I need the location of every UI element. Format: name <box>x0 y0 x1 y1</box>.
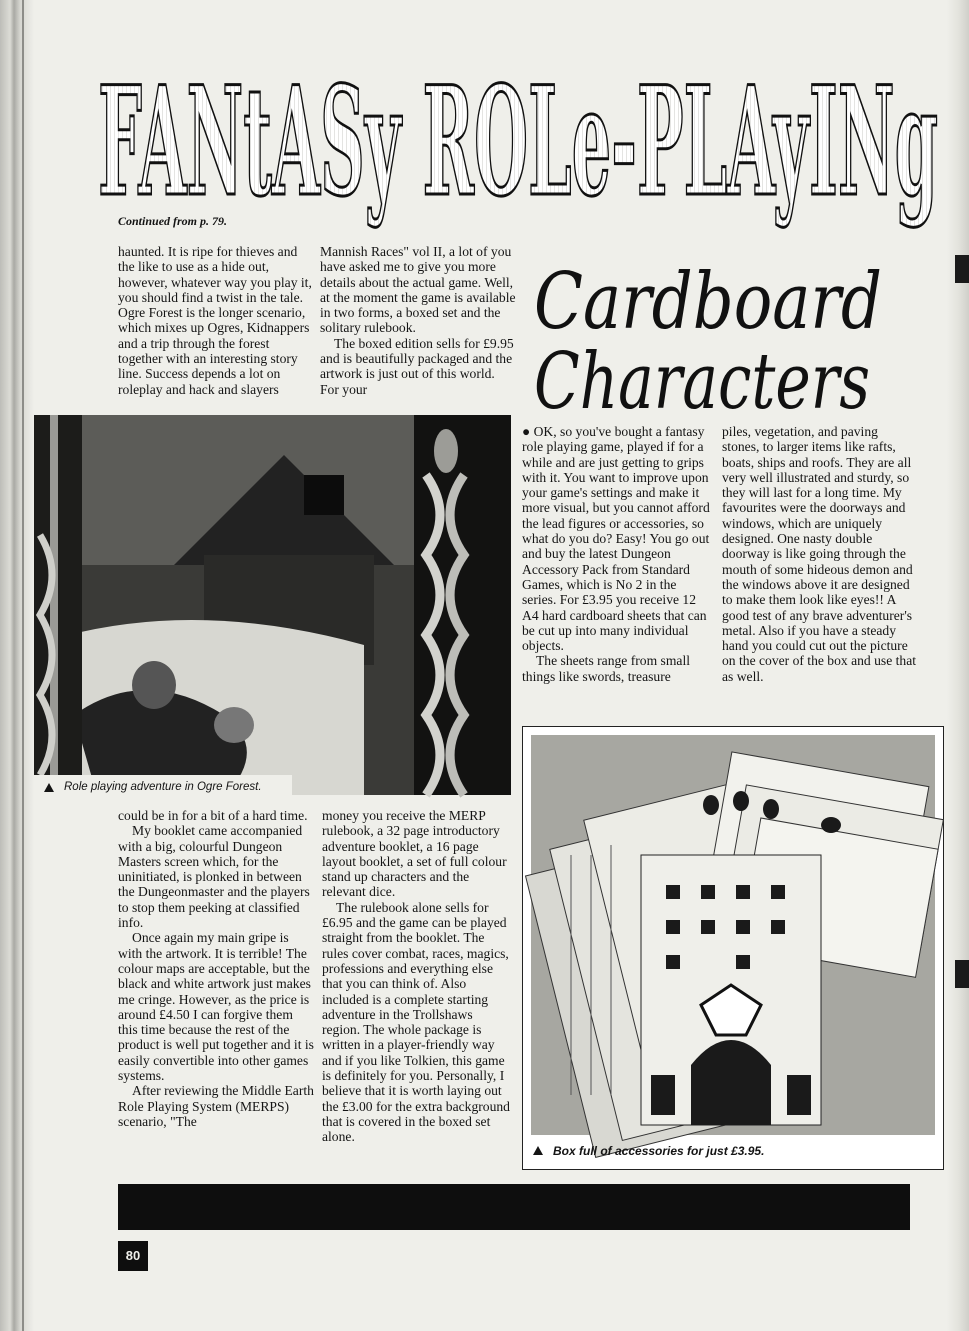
paragraph: piles, vegetation, and paving stones, to larger items like rafts, boats, ships and roofs. They are all very well illustrated and sturdy, so they will last for a long time. My favourites were the doorways and windows, which are uniquely designed. One nasty double doorway is like going through the mouth of some hideous demon and the windows above it are designed to make them look like eyes!! A good test of any brave adventurer's metal. Also if you have a steady hand you could cut out the picture on the cover of the box and use that as well. <box>722 424 917 684</box>
paragraph: ● OK, so you've bought a fantasy role playing game, played if for a while and are just getting to grips with it. You want to improve upon your game's settings and make it more visual, but you cannot afford the lead figures or accessories, so what do you do? Easy! You go out and buy the latest Dungeon Accessory Pack from Standard Games, which is No 2 in the series. For £3.95 you receive 12 A4 hard cardboard sheets that can be cut up into many individual objects. <box>522 424 710 654</box>
paragraph: My booklet came accompanied with a big, colourful Dungeon Masters screen which, for the uninitiated, is plonked in between the Dungeonmaster and the players to stop them peeking at classified info. <box>118 823 310 931</box>
page-edge-mark <box>955 960 969 988</box>
photo2-caption <box>523 1133 943 1167</box>
headline-text: FANtASy ROLe-PLAyINg <box>98 54 938 230</box>
paragraph: Once again my main gripe is with the artwork. It is terrible! The colour maps are acceptable, but the black and white artwork just makes me cringe. However, as the price is around £4.50 I can forgive them this time because the rest of the product is well put together and it is easily convertible into other games systems. <box>118 930 314 1084</box>
paragraph: could be in for a bit of a hard time. <box>118 808 308 823</box>
photo1-caption-text: Role playing adventure in Ogre Forest. <box>64 781 262 793</box>
fantasy-illustration <box>34 415 511 795</box>
continued-note: Continued from p. 79. <box>118 214 228 228</box>
article-column-a-bottom <box>118 808 314 1129</box>
paragraph: The rulebook alone sells for £6.95 and the game can be played straight from the booklet. The rules cover combat, races, magics, professions and everything else that you can think of. Also included is a complete starting adventure in the Trollshaws region. The whole package is written in a player-friendly way and if you like Tolkien, this game is definitely for you. Personally, I believe that it is worth laying out the £3.00 for the extra background that is covered in the boxed set alone. <box>322 899 510 1145</box>
photo2-caption-text: Box full of accessories for just £3.95. <box>553 1143 765 1158</box>
triangle-icon <box>44 783 54 792</box>
triangle-icon <box>533 1146 543 1155</box>
article-column-b-top <box>320 244 516 397</box>
page-edge <box>947 0 969 1331</box>
sidebar-title-line2: Characters <box>534 337 870 427</box>
paragraph: money you receive the MERP rulebook, a 32 page introductory adventure booklet, a 16 page layout booklet, a set of full colour stand up characters and the relevant dice. <box>322 808 507 900</box>
article-column-a-top <box>118 244 313 397</box>
page-edge-mark <box>955 255 969 283</box>
photo1-caption <box>34 775 292 799</box>
sidebar-title <box>530 240 910 427</box>
cardboard-sheets-photo <box>531 735 935 1135</box>
paragraph: The sheets range from small things like swords, treasure <box>522 653 691 684</box>
article-column-b-bottom <box>322 808 514 1145</box>
sidebar-column-2 <box>722 424 917 684</box>
sidebar-title-line1: Cardboard <box>534 257 882 347</box>
paragraph: The boxed edition sells for £9.95 and is beautifully packaged and the artwork is just out of this world. For your <box>320 335 514 397</box>
page-number: 80 <box>118 1241 148 1271</box>
paragraph: haunted. It is ripe for thieves and the like to use as a hide out, however, whatever way you play it, you should find a twist in the tale. Ogre Forest is the longer scenario, which mixes up Ogres, Kidnappers and a trip through the forest together with an interesting story line. Success depends a lot on roleplay and hack and slayers <box>118 244 312 397</box>
paragraph: Mannish Races" vol II, a lot of you have asked me to give you more details about the actual game. Well, at the moment the game is available in two forms, a boxed set and the solitary rulebook. <box>320 244 516 336</box>
magazine-spine <box>0 0 34 1331</box>
sidebar-column-1 <box>522 424 712 684</box>
footer-bar <box>118 1184 910 1230</box>
paragraph: After reviewing the Middle Earth Role Playing System (MERPS) scenario, "The <box>118 1083 314 1129</box>
accessory-photo-box <box>522 726 944 1170</box>
